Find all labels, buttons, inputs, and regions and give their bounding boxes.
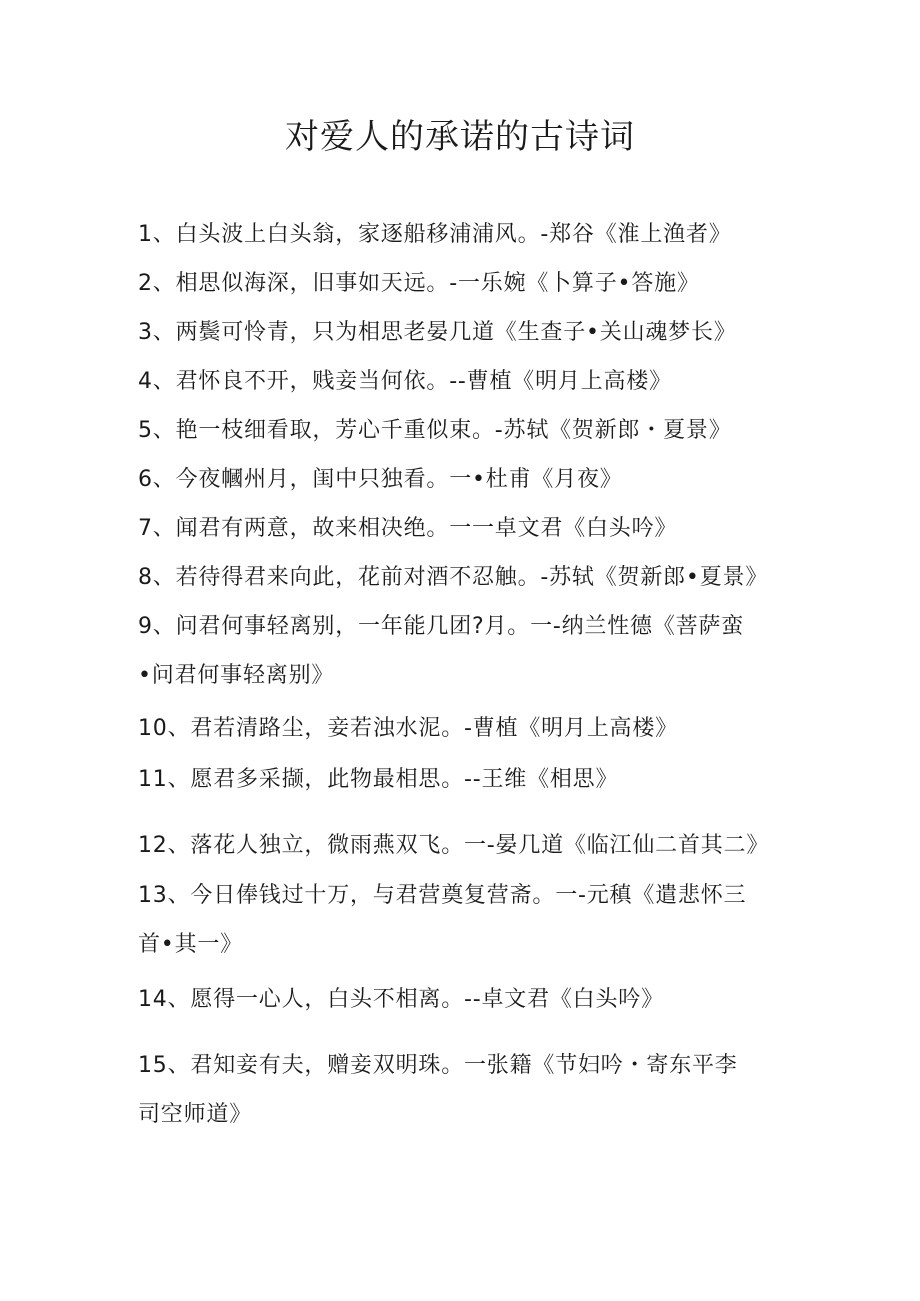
poem-line-7: 7、闻君有两意，故来相决绝。一一卓文君《白头吟》	[138, 516, 678, 541]
poem-line-1: 1、白头波上白头翁，家逐船移浦浦风。-郑谷《淮上渔者》	[138, 222, 732, 247]
poem-line-9: 9、问君何事轻离别，一年能几团?月。一-纳兰性德《菩萨蛮	[138, 614, 745, 639]
poem-line-14: 14、愿得一心人，白头不相离。--卓文君《白头吟》	[138, 987, 664, 1012]
poem-line-6: 6、今夜幗州月，闺中只独看。一•杜甫《月夜》	[138, 467, 623, 492]
poem-line-10: 10、君若清路尘，妾若浊水泥。-曹植《明月上高楼》	[138, 716, 678, 741]
poem-line-12: 12、落花人独立，微雨燕双飞。一-晏几道《临江仙二首其二》	[138, 833, 770, 858]
poem-line-5: 5、艳一枝细看取，芳心千重似束。-苏轼《贺新郎・夏景》	[138, 418, 732, 443]
document-title: 对爱人的承诺的古诗词	[285, 117, 635, 157]
poem-line-3: 3、两鬓可怜青，只为相思老晏几道《生查子•关山魂梦长》	[138, 320, 737, 345]
poem-line-4: 4、君怀良不开，贱妾当何依。--曹植《明月上高楼》	[138, 369, 672, 394]
poem-line-2: 2、相思似海深，旧事如天远。-一乐婉《卜算子•答施》	[138, 271, 700, 296]
poem-line-15: 15、君知妾有夫，赠妾双明珠。一张籍《节妇吟・寄东平李	[138, 1053, 738, 1078]
poem-line-9-continued: •问君何事轻离别》	[138, 663, 335, 688]
poem-line-13-continued: 首•其一》	[138, 932, 243, 957]
poem-line-13: 13、今日俸钱过十万，与君营奠复营斋。一-元稹《遣悲怀三	[138, 883, 747, 908]
poem-line-11: 11、愿君多采撷，此物最相思。--王维《相思》	[138, 767, 619, 792]
poem-line-15-continued: 司空师道》	[138, 1102, 253, 1127]
poem-line-8: 8、若待得君来向此，花前对酒不忍触。-苏轼《贺新郎•夏景》	[138, 565, 769, 590]
